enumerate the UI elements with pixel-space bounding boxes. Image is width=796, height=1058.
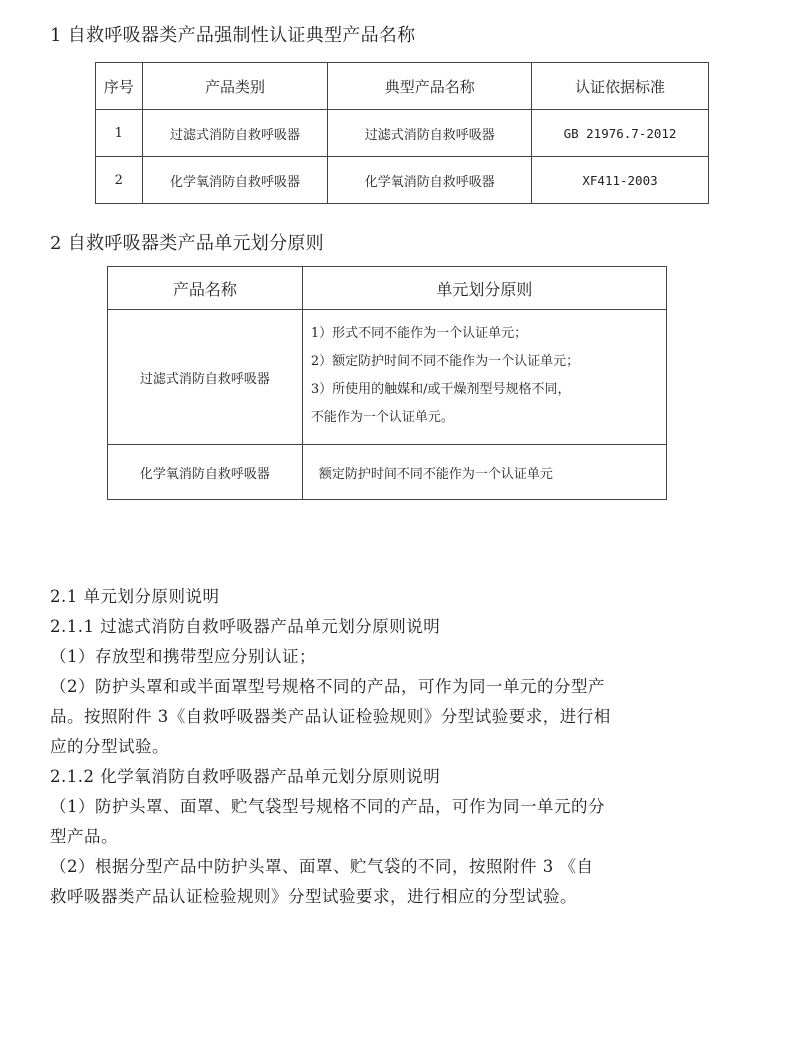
header-division-rule: 单元划分原则	[302, 267, 666, 310]
unit-division-table	[107, 266, 667, 500]
section2-heading: 2 自救呼吸器类产品单元划分原则	[50, 233, 324, 254]
paragraph-line: （2）防护头罩和或半面罩型号规格不同的产品，可作为同一单元的分型产	[50, 677, 605, 696]
section1-heading: 1 自救呼吸器类产品强制性认证典型产品名称	[50, 25, 416, 46]
rule-line: 1）形式不同不能作为一个认证单元；	[310, 326, 528, 341]
table-row	[108, 445, 667, 500]
rule-line: 2）额定防护时间不同不能作为一个认证单元；	[310, 354, 580, 369]
paragraph-line: （1）存放型和携带型应分别认证；	[50, 647, 316, 666]
paragraph-line: （2）根据分型产品中防护头罩、面罩、贮气袋的不同，按照附件 3 《自	[50, 857, 594, 876]
cell-standard: XF411-2003	[532, 157, 709, 204]
rule-line: 不能作为一个认证单元。	[310, 410, 454, 425]
cell-index: 2	[96, 157, 143, 204]
cell-product-name: 过滤式消防自救呼吸器	[108, 310, 303, 445]
typical-products-table	[95, 62, 709, 204]
cell-product-name: 化学氧消防自救呼吸器	[108, 445, 303, 500]
cell-index: 1	[96, 110, 143, 157]
section2-1-heading: 2.1 单元划分原则说明	[50, 587, 220, 606]
header-standard: 认证依据标准	[532, 63, 709, 110]
cell-category: 过滤式消防自救呼吸器	[142, 110, 328, 157]
paragraph-line: （1）防护头罩、面罩、贮气袋型号规格不同的产品，可作为同一单元的分	[50, 797, 605, 816]
paragraph-line: 型产品。	[50, 827, 118, 846]
cell-division-rule: 额定防护时间不同不能作为一个认证单元	[302, 445, 666, 500]
cell-standard: GB 21976.7-2012	[532, 110, 709, 157]
table-header-row	[96, 63, 709, 110]
subsection-2-1-2-heading: 2.1.2 化学氧消防自救呼吸器产品单元划分原则说明	[50, 767, 441, 786]
header-product-name: 产品名称	[108, 267, 303, 310]
paragraph-line: 品。按照附件 3《自救呼吸器类产品认证检验规则》分型试验要求，进行相	[50, 707, 611, 726]
table-header-row	[108, 267, 667, 310]
table-row	[96, 110, 709, 157]
header-category: 产品类别	[142, 63, 328, 110]
table-row	[108, 310, 667, 445]
header-typical-name: 典型产品名称	[328, 63, 532, 110]
cell-division-rules	[302, 310, 666, 445]
paragraph-line: 救呼吸器类产品认证检验规则》分型试验要求，进行相应的分型试验。	[50, 887, 577, 906]
cell-category: 化学氧消防自救呼吸器	[142, 157, 328, 204]
paragraph-line: 应的分型试验。	[50, 737, 169, 756]
cell-typical-name: 化学氧消防自救呼吸器	[328, 157, 532, 204]
rule-line: 3）所使用的触媒和/或干燥剂型号规格不同，	[310, 382, 571, 397]
subsection-2-1-1-heading: 2.1.1 过滤式消防自救呼吸器产品单元划分原则说明	[50, 617, 441, 636]
header-index: 序号	[96, 63, 143, 110]
table-row	[96, 157, 709, 204]
cell-typical-name: 过滤式消防自救呼吸器	[328, 110, 532, 157]
section2-1-block	[50, 582, 750, 912]
